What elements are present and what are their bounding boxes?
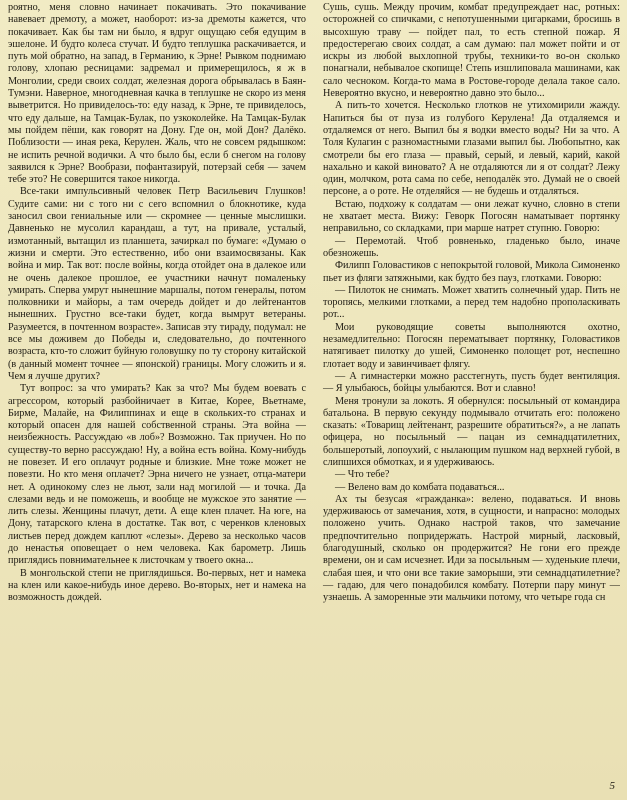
dialogue-line: — Пилоток не снимать. Может хватить солнечный удар. Пить не торопясь, мелкими глотками, а перед тем надобно прополаскивать рот...	[323, 284, 620, 321]
paragraph: Меня тронули за локоть. Я обернулся: посыльный от командира батальона. В первую секунду подмывало отчитать его: положено сказать: «Товарищ лейтенант, разрешите обратиться?», а не лапать офицера, но посыльный — пацан из семнадцатилетних, большеротый, лопоухий, с нылающим пушком над верхней губой, в слипшихся обмотках, и я удерживаюсь.	[323, 395, 620, 468]
paragraph: Сушь, сушь. Между прочим, комбат предупреждает нас, ротных: осторожней со спичками, с непотушенными цигарками, бросишь в высохшую траву — пойдет пал, то есть степной пожар. Я предостерегаю своих солдат, а сам думаю: пал может пойти и от искры из любой выхлопной трубы, техники-то во-он сколько понагнали, небывалое скопище! Степь изшлиповала машинами, как сало чесноком. Когда-то мама в Ростове-городе делала такое сало. Невероятно вкусно, и невероятно давно это было...	[323, 2, 620, 100]
page-number: 5	[609, 780, 615, 792]
paragraph: В монгольской степи не приглядишься. Во-первых, нет и намека на клен или какое-нибудь иное дерево. Во-вторых, нет и намека на возможность дождей.	[8, 567, 306, 604]
paragraph: Мои руководящие советы выполняются охотно, незамедлительно: Погосян перематывает портянку, Головастиков натягивает пилотку до ушей, Симоненко полощет рот, неспешно глотает воду и завинчивает флягу.	[323, 321, 620, 370]
paragraph: Тут вопрос: за что умирать? Как за что? Мы будем воевать с агрессором, который разбойничает в Китае, Корее, Вьетнаме, Бирме, Малайе, на Филиппинах и еще в скольких-то странах и который опасен для нашей собственной страны. Эта война — неизбежность. Рассуждаю «в лоб»? Возможно. Так приучен. Но по существу-то верно рассуждаю! Ну, а война есть война. Кому-нибудь не повезет. И его оплачут родные и близкие. Мне тоже может не повезти. Но кто меня оплачет? Эрна ничего не узнает, отца-матери нет. А одинокому слез не льют, зали над могилой — и точка. Да слезами ведь и не поможешь, и вообще не мужское это занятие — лить слезы. Женщины плачут, дети. А еще клен плачет. На юге, на Дону, татарского клена в достатке. Так вот, с черенков кленовых листьев перед дождем каплют «слезы». Дерево за несколько часов до ненастья оповещает о нем человека. Как барометр. Лишь приглядись повнимательнее к листочкам у твоего окна...	[8, 383, 306, 567]
dialogue-line: — Что тебе?	[335, 469, 390, 481]
right-column	[323, 2, 620, 605]
paragraph: А пить-то хочется. Несколько глотков не утихомирили жажду. Напиться бы от пуза из голубого Керулена! Да отдаляемся и отдаляемся от него. Выпил бы я водки вместо воды? Ни за что. А Толя Кулагин с разномастными глазами выпил бы. Любопытно, как смотрели бы его глаза — правый, серый, и левый, карий, какой нахально и какой виновато? А не отдаляются ли я от солдат? Лежу один, молчком, рота сама по себе, неподалёк это. Думай не о своей персоне, а о роте. Не отделяйся — не будешь и отдаляться.	[323, 100, 620, 198]
paragraph: Встаю, подхожу к солдатам — они лежат кучно, словно в степи не хватает места. Вижу: Геворк Погосян наматывает портянку неправильно, со складками, при марше натрет ступню. Говорю:	[323, 198, 620, 235]
paragraph: Филипп Головастиков с непокрытой головой, Микола Симоненко пьет из фляги затяжными, как будто без пауз, глотками. Говорю:	[323, 260, 620, 284]
paragraph: Ах ты безусая «гражданка»: велено, подаваться. И вновь удерживаюсь от замечания, хотя, в сущности, и напрасно: молодых положено учить. Однако настрой таков, что замечание предпочтительно попридержать. Настрой мирный, ласковый, благодушный, сколько он продержится? Не гони его прежде времени, он и сам исчезнет. Иди за посыльным — худенькие плечи, слабая шея, и что они все такие заморыши, эти семнадцатилетние? — гадаю, для чего понадобился комбату. Потерпи пару минут — узнаешь. А заморенные эти мальчики потому, что четыре года сн	[323, 493, 620, 604]
dialogue-line: — А гимнастерки можно расстегнуть, пусть будет вентиляция. — Я улыбаюсь, бойцы улыбаются. Вот и славно!	[323, 370, 620, 395]
dialogue-line: — Перемотай. Чтоб ровненько, гладенько было, иначе обезножешь.	[323, 235, 620, 259]
paragraph: роятно, меня словно начинает покачивать. Это покачивание навевает дремоту, а может, наоборот: из-за дремоты кажется, что покачивает. Как бы там ни было, я вдруг ощущаю себя едущим в эшелоне. И будто колеса стучат. И будто теплушка раскачивается, и путь мой обратно, на запад, в Германию, к Эрне! Рывком поднимаю голову, хлопаю ресницами: задремал и примерещилось, я ж в Монголии, среди своих солдат, железная дорога обрывалась в Баян-Тумэни. Наверное, многодневная качка в теплушке не скоро из меня выветрится. Но привиделось-то: еду назад, к Эрне, те привиделось, что еду дальше, на Тамцак-Булак, по узкоколейке. На Тамцак-Булак мы пойдем пёши, как говорят на Дону. Где он, мой Дон? Далёко. Поблизости — иная река, Керулен. Жаль, что не совсем рядышком: не испить речной водички. А что было бы, если б снегом на голову заявился к Эрне? Вообрази, пофантазируй, потерзай себя — зачем тебе это? Не совершится такое никогда.	[8, 2, 306, 186]
dialogue-line: — Велено вам до комбата подаваться...	[335, 481, 505, 493]
paragraph: Все-таки импульсивный человек Петр Васильевич Глушков! Судите сами: ни с того ни с сего вспомнил о блокнотике, куда заносил свои гениальные или — скромнее — ценные мыслишки. Давненько не мусолил карандаш, а тут, на привале, усталый, измотанный, вытащил из планшета, зачиркал по бумаге: «Думаю о жизни и смерти. Это естественно, ибо они взаимосвязаны. Как война и мир. Так вот: после войны, когда отойдет она в далекое или не очень далекое прошлое, ее участники начнут помаленьку умирать. Сперва умрут нынешние маршалы, потом генералы, потом полковники и майоры, а там очередь дойдет и до лейтенантов нынешних. Грустно все-таки будет, когда вымрут ветераны. Разумеется, в почтенном возрасте». Записав эту тираду, подумал: не все мы доживем до Победы и, следовательно, до почтенного возраста, кто-то сложит буйную головушку по ту сторону китайской (в данный момент точнее — японской) границы. Могу сложить и я. Чем я лучше других?	[8, 186, 306, 382]
left-column	[8, 2, 306, 605]
